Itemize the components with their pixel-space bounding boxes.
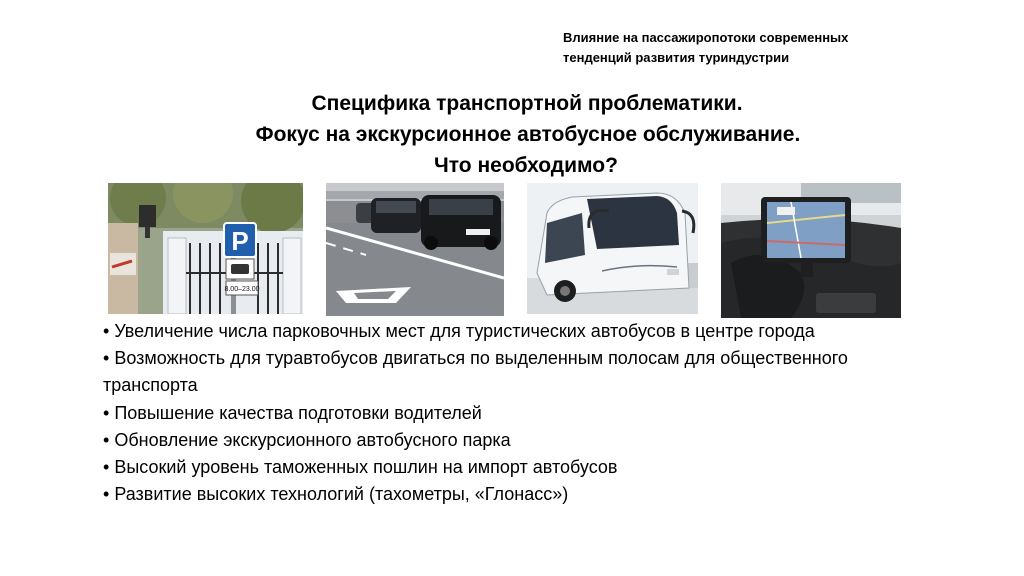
header-note-line-1: Влияние на пассажиропотоки современных xyxy=(563,30,849,45)
tour-bus-photo xyxy=(527,183,698,314)
list-item: • Повышение качества подготовки водителей xyxy=(103,400,903,427)
parking-sign-symbol: P xyxy=(231,226,249,256)
list-item: • Обновление экскурсионного автобусного парка xyxy=(103,427,903,454)
parking-sign-photo xyxy=(108,183,303,314)
requirements-list xyxy=(103,318,903,508)
title-line-3: Что необходимо? xyxy=(434,154,618,177)
gps-navigator-photo xyxy=(721,183,901,318)
parking-sign-time: 8.00–23.00 xyxy=(224,286,260,293)
road-traffic-photo xyxy=(326,183,504,316)
list-item: • Развитие высоких технологий (тахометры, «Глонасс») xyxy=(103,481,903,508)
list-item: • Возможность для туравтобусов двигаться по выделенным полосам для общественного транспорта xyxy=(103,345,903,399)
title-line-2: Фокус на экскурсионное автобусное обслуживание. xyxy=(255,123,801,146)
header-note-line-2: тенденций развития туриндустрии xyxy=(563,50,790,65)
slide-title xyxy=(0,88,1024,181)
list-item: • Высокий уровень таможенных пошлин на импорт автобусов xyxy=(103,454,903,481)
header-note xyxy=(563,28,923,68)
list-item: • Увеличение числа парковочных мест для туристических автобусов в центре города xyxy=(103,318,903,345)
title-line-1: Специфика транспортной проблематики. xyxy=(311,92,743,115)
